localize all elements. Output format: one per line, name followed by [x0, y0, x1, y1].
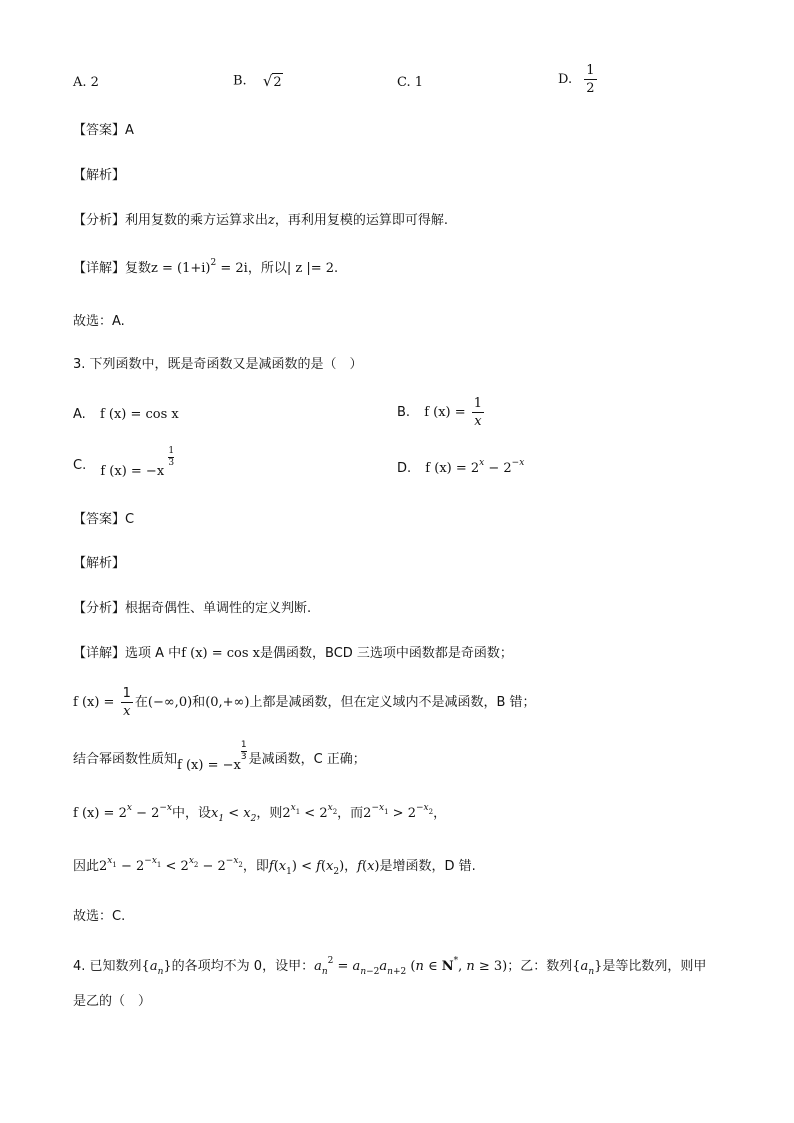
q3-detail-line3	[73, 740, 366, 773]
q2-option-c-text: C. 1	[397, 75, 424, 90]
fraction-numerator: 1	[586, 63, 595, 78]
exponent-denominator: 3	[240, 752, 247, 762]
q2-option-c	[397, 75, 423, 90]
q4-stem-line2: 是乙的（ ）	[73, 994, 152, 1009]
q2-option-a	[73, 75, 99, 90]
detail2-lhs: f (x) =	[73, 695, 115, 710]
expr-part1: f (x) = 2	[73, 806, 127, 821]
exponent-fraction	[241, 741, 247, 762]
seq-letter: a	[149, 959, 158, 974]
detail1-text-a: 选项 A 中	[125, 646, 182, 661]
ineq-x1-x2: $x_1 < x_2$	[211, 806, 257, 824]
q3-option-b-label: B.	[397, 405, 411, 420]
q3-option-c	[73, 446, 176, 479]
detail4-func	[73, 803, 172, 821]
q3-stem: 3. 下列函数中，既是奇函数又是减函数的是（ ）	[73, 357, 363, 372]
fraction-bar	[121, 702, 133, 703]
detail5-text-c: ，	[344, 859, 358, 874]
detail3-text-b: 是减函数，C 正确；	[248, 752, 366, 767]
q2-fenxi	[73, 214, 448, 227]
detail2-text-b: 和	[192, 695, 206, 710]
q3-option-d-math	[425, 458, 525, 476]
q4-text-d: 是等比数列，则甲	[602, 959, 707, 974]
expr-part2: − 2	[131, 806, 160, 821]
detail4-text-b: ，则	[256, 806, 283, 821]
complex-expr	[151, 258, 248, 276]
detail5-text-a: 因此	[73, 859, 100, 874]
fraction-one-over-x	[121, 687, 133, 718]
fraction-numerator: 1	[473, 396, 483, 411]
q3-option-d-label: D.	[397, 461, 412, 476]
var-z: z	[268, 213, 275, 228]
exponent-x: x	[126, 803, 132, 813]
q3-option-a	[73, 407, 179, 422]
q4-stem-line1	[73, 956, 707, 977]
detail2-text-c: 上都是减函数，但在定义域内不是减函数，B 错；	[249, 695, 536, 710]
exponent: 2	[210, 258, 217, 268]
exponent-neg-x: −x	[159, 803, 172, 813]
interval-positive: (0,+∞)	[205, 695, 250, 710]
q3-detail-line4	[73, 803, 447, 824]
xiangjie-label: 【详解】	[73, 261, 126, 276]
q3-detail-line1	[73, 647, 513, 660]
q3-option-c-lhs: f (x) = −x	[100, 464, 165, 479]
fraction-one-half	[584, 64, 596, 95]
q2-xiangjie	[73, 258, 339, 276]
exponent-x: x	[479, 458, 485, 468]
expr-part2: = 2i	[216, 261, 248, 276]
exponent-numerator: 1	[240, 740, 247, 750]
radicand: 2	[273, 75, 282, 90]
ineq-difference: $2^{x_1} - 2^{-x_1} < 2^{x_2} - 2^{-x_2}$	[99, 856, 243, 874]
seq-an: $\{a_n\}$	[141, 959, 172, 977]
q4-condition: $a_n^2 = a_{n-2}a_{n+2}$ (n ∈ N*, n ≥ 3)	[314, 956, 508, 977]
detail3-math: f (x) = −x	[177, 758, 241, 773]
fenxi-text-before: 利用复数的乘方运算求出	[125, 213, 269, 228]
detail4-end: ，	[433, 806, 447, 821]
radical-sign: √	[262, 72, 273, 90]
expr-part2: − 2	[484, 461, 512, 476]
expr-part1: z = (1+i)	[151, 261, 211, 276]
q3-option-a-label: A.	[73, 407, 86, 422]
modulus-expr: | z |= 2	[286, 261, 335, 276]
detail5-text-d: 是增函数，D 错.	[379, 859, 476, 874]
q2-answer: 【答案】A	[73, 123, 134, 138]
q2-option-d-label: D.	[558, 72, 573, 87]
q3-option-d	[397, 458, 525, 476]
detail5-text-b: ，即	[242, 859, 269, 874]
q4-text-c: ；乙：数列	[507, 959, 573, 974]
q2-option-d	[558, 64, 599, 95]
xiangjie-text1: 复数	[125, 261, 152, 276]
q3-option-c-label: C.	[73, 458, 87, 473]
q2-jiexi-heading: 【解析】	[73, 168, 126, 183]
q2-option-b-label: B.	[233, 73, 247, 89]
q4-text-b: 的各项均不为 0，设甲：	[171, 959, 315, 974]
exponent-neg-x: −x	[511, 458, 525, 468]
interval-negative: (−∞,0)	[147, 695, 193, 710]
fenxi-label: 【分析】	[73, 213, 126, 228]
detail4-text-a: 中，设	[172, 806, 212, 821]
ineq-neg-powers: $2^{-x_1} > 2^{-x_2}$	[363, 803, 434, 821]
xiangjie-text3: .	[334, 261, 339, 276]
exponent-denominator: 3	[168, 458, 175, 468]
q3-detail-line5	[73, 856, 476, 877]
detail2-text-a: 在	[134, 695, 148, 710]
fraction-bar	[584, 79, 596, 80]
q2-option-b	[233, 72, 283, 90]
fraction-denominator: 2	[586, 81, 595, 96]
fraction-one-over-x	[472, 397, 484, 428]
detail4-text-c: ，而	[337, 806, 364, 821]
detail1-math: f (x) = cos x	[181, 646, 261, 661]
q4-text-a: 4. 已知数列	[73, 959, 142, 974]
fraction-numerator: 1	[122, 686, 131, 701]
q3-answer: 【答案】C	[73, 512, 135, 527]
fraction-bar	[472, 412, 484, 413]
q2-option-a-text: A. 2	[73, 75, 99, 90]
fx-symbol: f(x)	[357, 859, 380, 874]
q3-detail-line2	[73, 687, 536, 718]
q2-guxuan: 故选：A.	[73, 314, 125, 329]
exponent-fraction	[168, 447, 174, 468]
detail1-text-b: 是偶函数，BCD 三选项中函数都是奇函数；	[260, 646, 513, 661]
ineq-f-values: $f(x_1) < f(x_2)$	[268, 859, 345, 877]
q3-fenxi: 【分析】根据奇偶性、单调性的定义判断.	[73, 601, 312, 616]
detail3-text-a: 结合幂函数性质知	[73, 752, 178, 767]
fraction-denominator: x	[123, 704, 131, 719]
q3-jiexi-heading: 【解析】	[73, 556, 126, 571]
q3-option-a-math: f (x) = cos x	[99, 407, 179, 422]
xiangjie-text2: ，所以	[247, 261, 287, 276]
exponent-numerator: 1	[168, 446, 175, 456]
seq-an-2: $\{a_n\}$	[572, 959, 603, 977]
fenxi-text-after: ，再利用复模的运算即可得解.	[274, 213, 449, 228]
sqrt-expression	[263, 72, 283, 90]
q3-option-b-lhs: f (x) =	[424, 405, 466, 420]
q3-option-b	[397, 397, 486, 428]
detail-label: 【详解】	[73, 646, 126, 661]
q3-guxuan: 故选：C.	[73, 909, 126, 924]
expr-part1: f (x) = 2	[425, 461, 480, 476]
fraction-denominator: x	[474, 414, 482, 429]
ineq-powers: $2^{x_1} < 2^{x_2}$	[282, 803, 338, 821]
